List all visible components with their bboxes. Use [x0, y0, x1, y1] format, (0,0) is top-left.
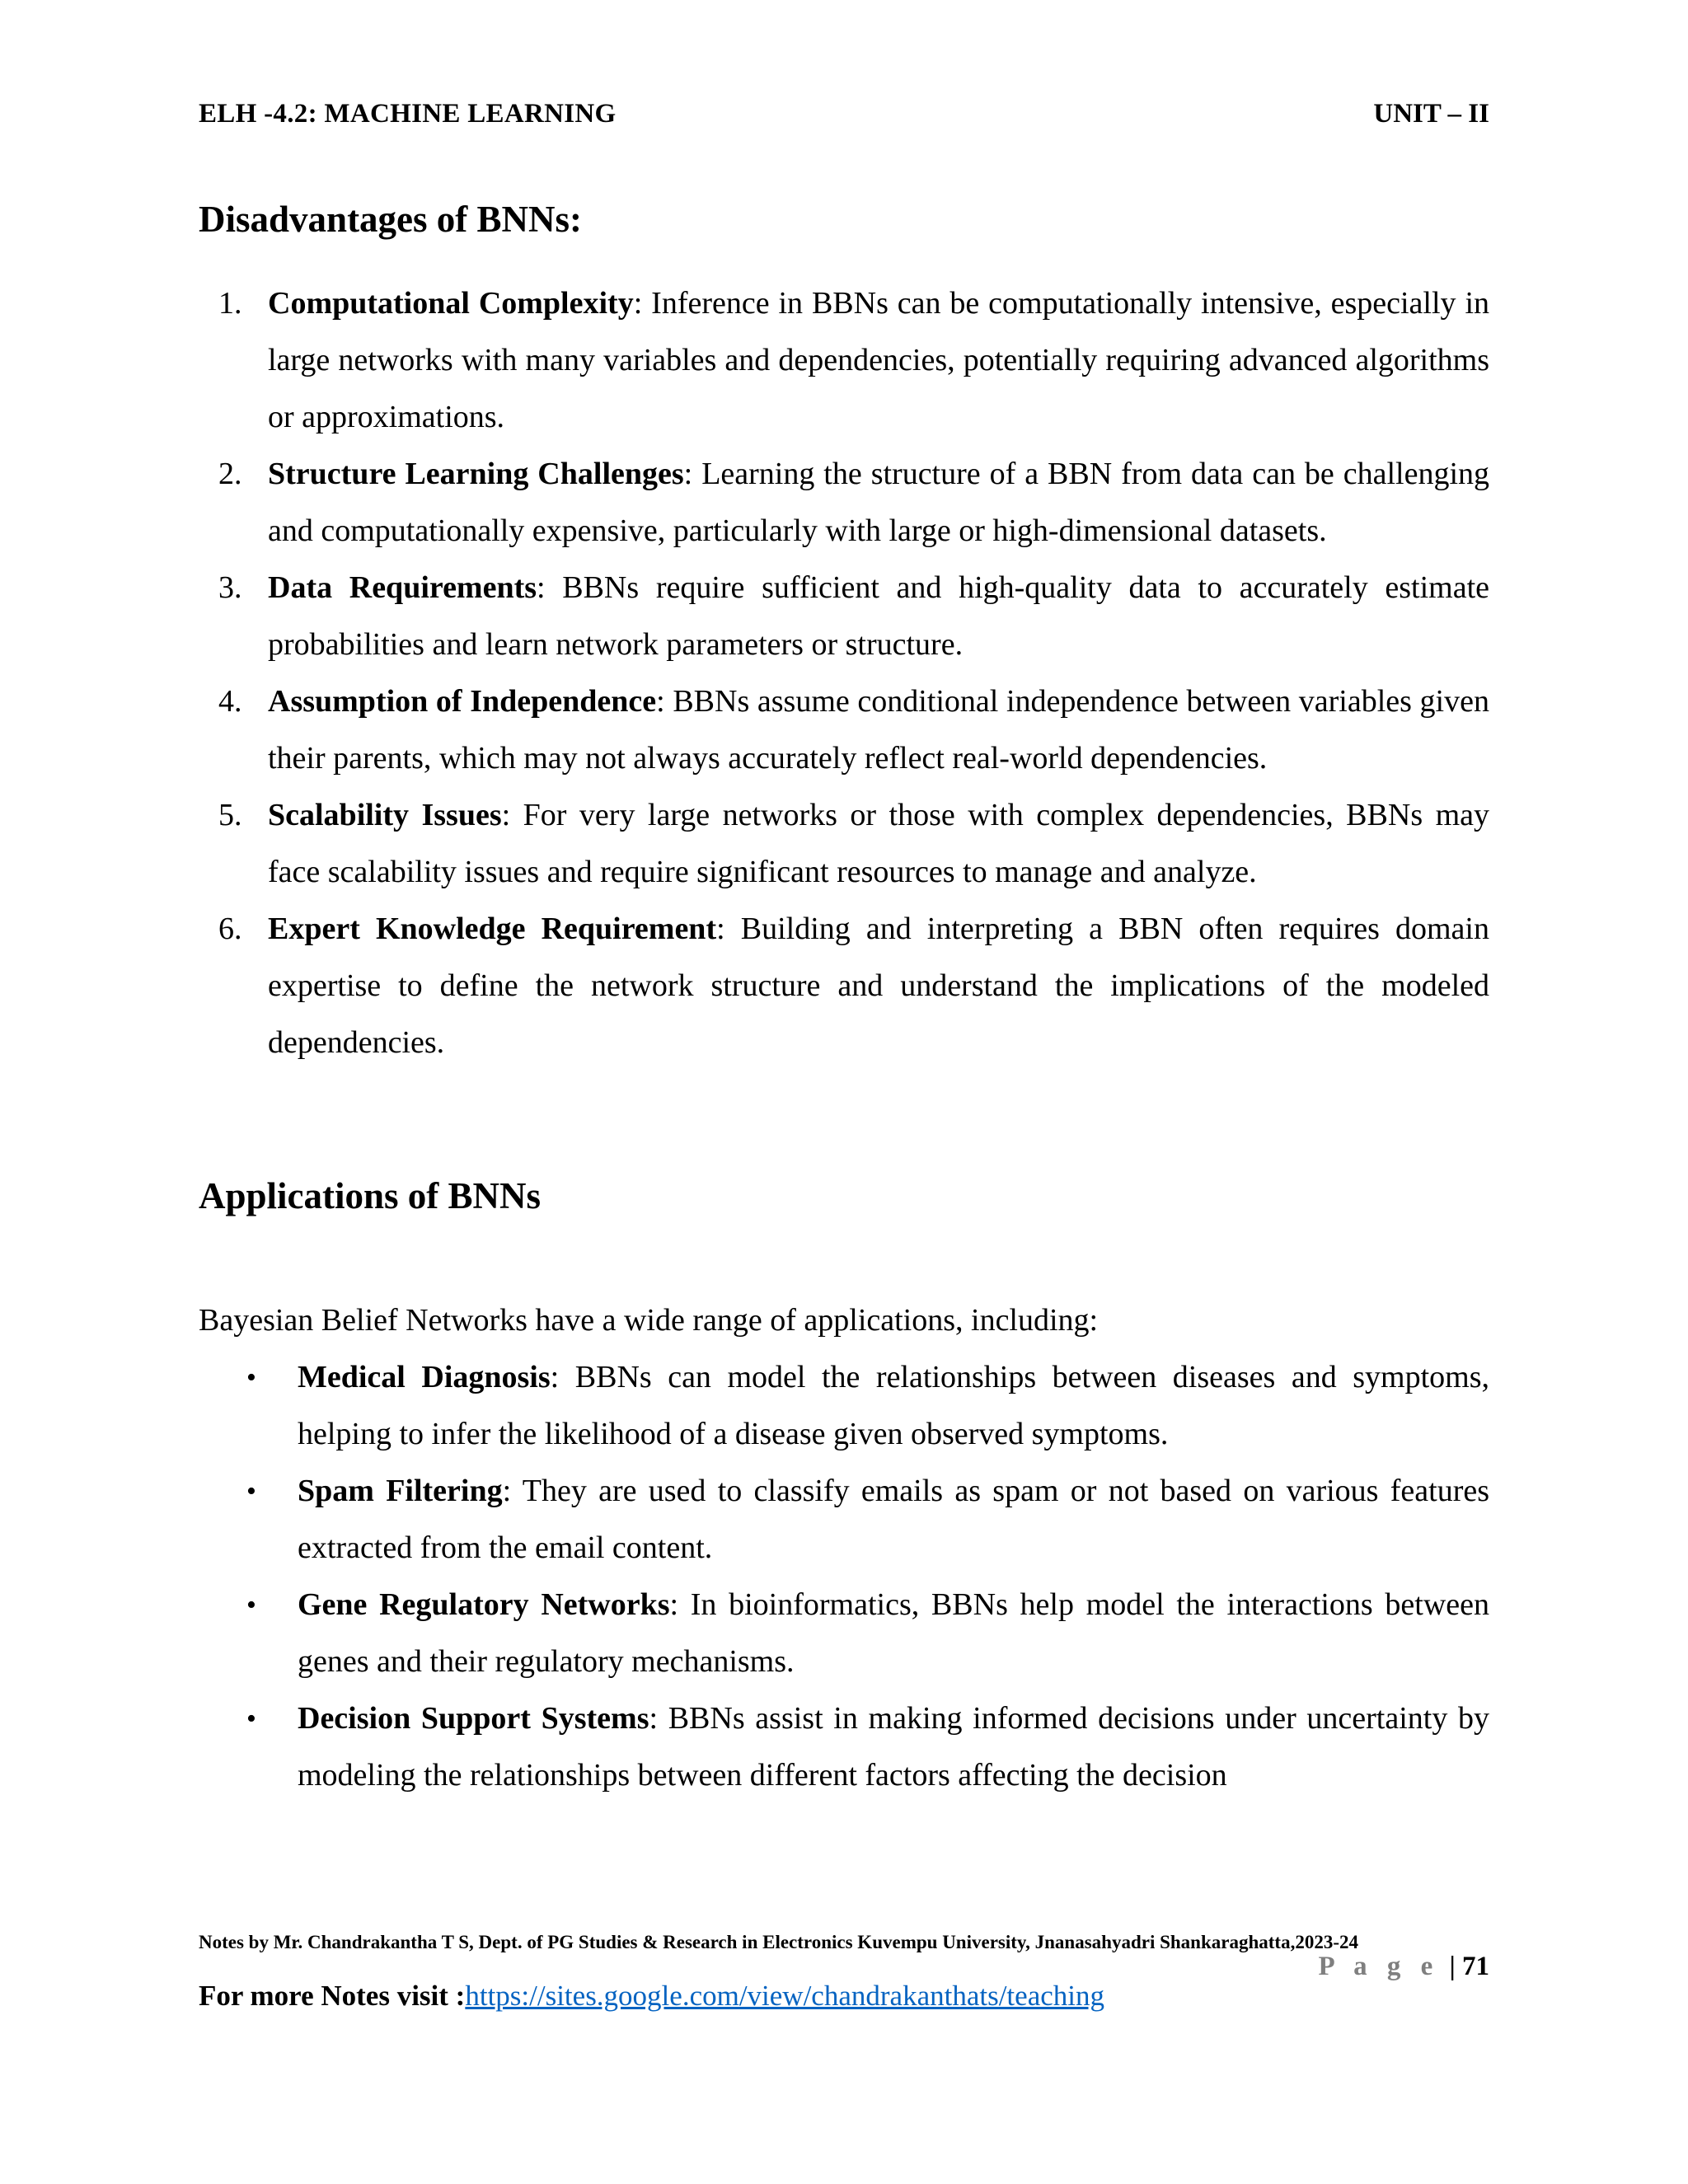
list-item [199, 446, 1489, 560]
item-term: Assumption of Independence [268, 684, 657, 719]
item-term: Spam Filtering [298, 1474, 503, 1508]
item-term: Medical Diagnosis [298, 1360, 551, 1394]
page-separator: | [1449, 1952, 1456, 1981]
page-label: P a g e [1318, 1952, 1440, 1981]
visit-label: For more Notes visit : [199, 1980, 466, 2012]
item-text: : Inference in BBNs can be computationally intensive, especially in large networks with many variables and dependencies, potentially requiring advanced algorithms or approximations. [268, 286, 1490, 434]
item-text: : For very large networks or those with complex dependencies, BBNs may face scalability issues and require significant resources to manage and analyze. [268, 798, 1489, 889]
item-text: : BBNs assume conditional independence between variables given their parents, which may not always accurately reflect real-world dependencies. [268, 684, 1489, 776]
item-term: Scalability Issues [268, 798, 502, 832]
item-text: : BBNs require sufficient and high-quality data to accurately estimate probabilities and learn network parameters or structure. [268, 570, 1489, 662]
item-number: 3. [218, 570, 242, 605]
page-number: 71 [1462, 1952, 1489, 1981]
list-item [199, 787, 1489, 901]
list-item [199, 560, 1489, 673]
item-number: 1. [218, 286, 242, 321]
applications-heading: Applications of BNNs [199, 1175, 542, 1216]
bullet-icon: • [246, 1590, 256, 1620]
item-number: 5. [218, 798, 242, 832]
item-number: 2. [218, 457, 242, 491]
notes-link[interactable]: https://sites.google.com/view/chandrakanthats/teaching [465, 1980, 1104, 2012]
item-text: : BBNs can model the relationships between diseases and symptoms, helping to infer the likelihood of a disease given observed symptoms. [298, 1360, 1489, 1451]
unit-label: UNIT – II [1373, 99, 1489, 129]
list-item [199, 1463, 1489, 1577]
item-number: 6. [218, 912, 242, 946]
list-item [199, 1349, 1489, 1463]
page-number-block [1318, 1952, 1489, 1982]
item-term: Gene Regulatory Networks [298, 1587, 670, 1622]
list-item [199, 901, 1489, 1071]
item-text: : They are used to classify emails as spam or not based on various features extracted from the email content. [298, 1474, 1489, 1565]
item-term: Decision Support Systems [298, 1701, 649, 1736]
list-item [199, 1690, 1489, 1804]
item-text: : BBNs assist in making informed decisions under uncertainty by modeling the relationships between different factors affecting the decision [298, 1701, 1489, 1793]
item-term: Structure Learning Challenges [268, 457, 684, 491]
list-item [199, 275, 1489, 446]
item-term: Expert Knowledge Requirement [268, 912, 717, 946]
list-item [199, 1577, 1489, 1690]
footer-visit [199, 1980, 1104, 2013]
applications-list [199, 1349, 1489, 1804]
disadvantages-list [199, 275, 1489, 1071]
item-text: : Learning the structure of a BBN from data can be challenging and computationally expensive, particularly with large or high-dimensional datasets. [268, 457, 1489, 548]
bullet-icon: • [246, 1704, 256, 1734]
item-term: Data Requirements [268, 570, 537, 605]
applications-intro: Bayesian Belief Networks have a wide range of applications, including: [199, 1303, 1099, 1338]
item-text: : In bioinformatics, BBNs help model the interactions between genes and their regulatory mechanisms. [298, 1587, 1490, 1679]
bullet-icon: • [246, 1476, 256, 1507]
bullet-icon: • [246, 1362, 256, 1393]
footer-notes: Notes by Mr. Chandrakantha T S, Dept. of PG Studies & Research in Electronics Kuvempu University, Jnanasahyadri Shankaraghatta,2023-24 [199, 1932, 1358, 1952]
item-text: : Building and interpreting a BBN often requires domain expertise to define the network structure and understand the implications of the modeled dependencies. [268, 912, 1489, 1060]
item-term: Computational Complexity [268, 286, 634, 321]
list-item [199, 673, 1489, 787]
course-title: ELH -4.2: MACHINE LEARNING [199, 99, 617, 129]
disadvantages-heading: Disadvantages of BNNs: [199, 199, 583, 240]
item-number: 4. [218, 684, 242, 719]
